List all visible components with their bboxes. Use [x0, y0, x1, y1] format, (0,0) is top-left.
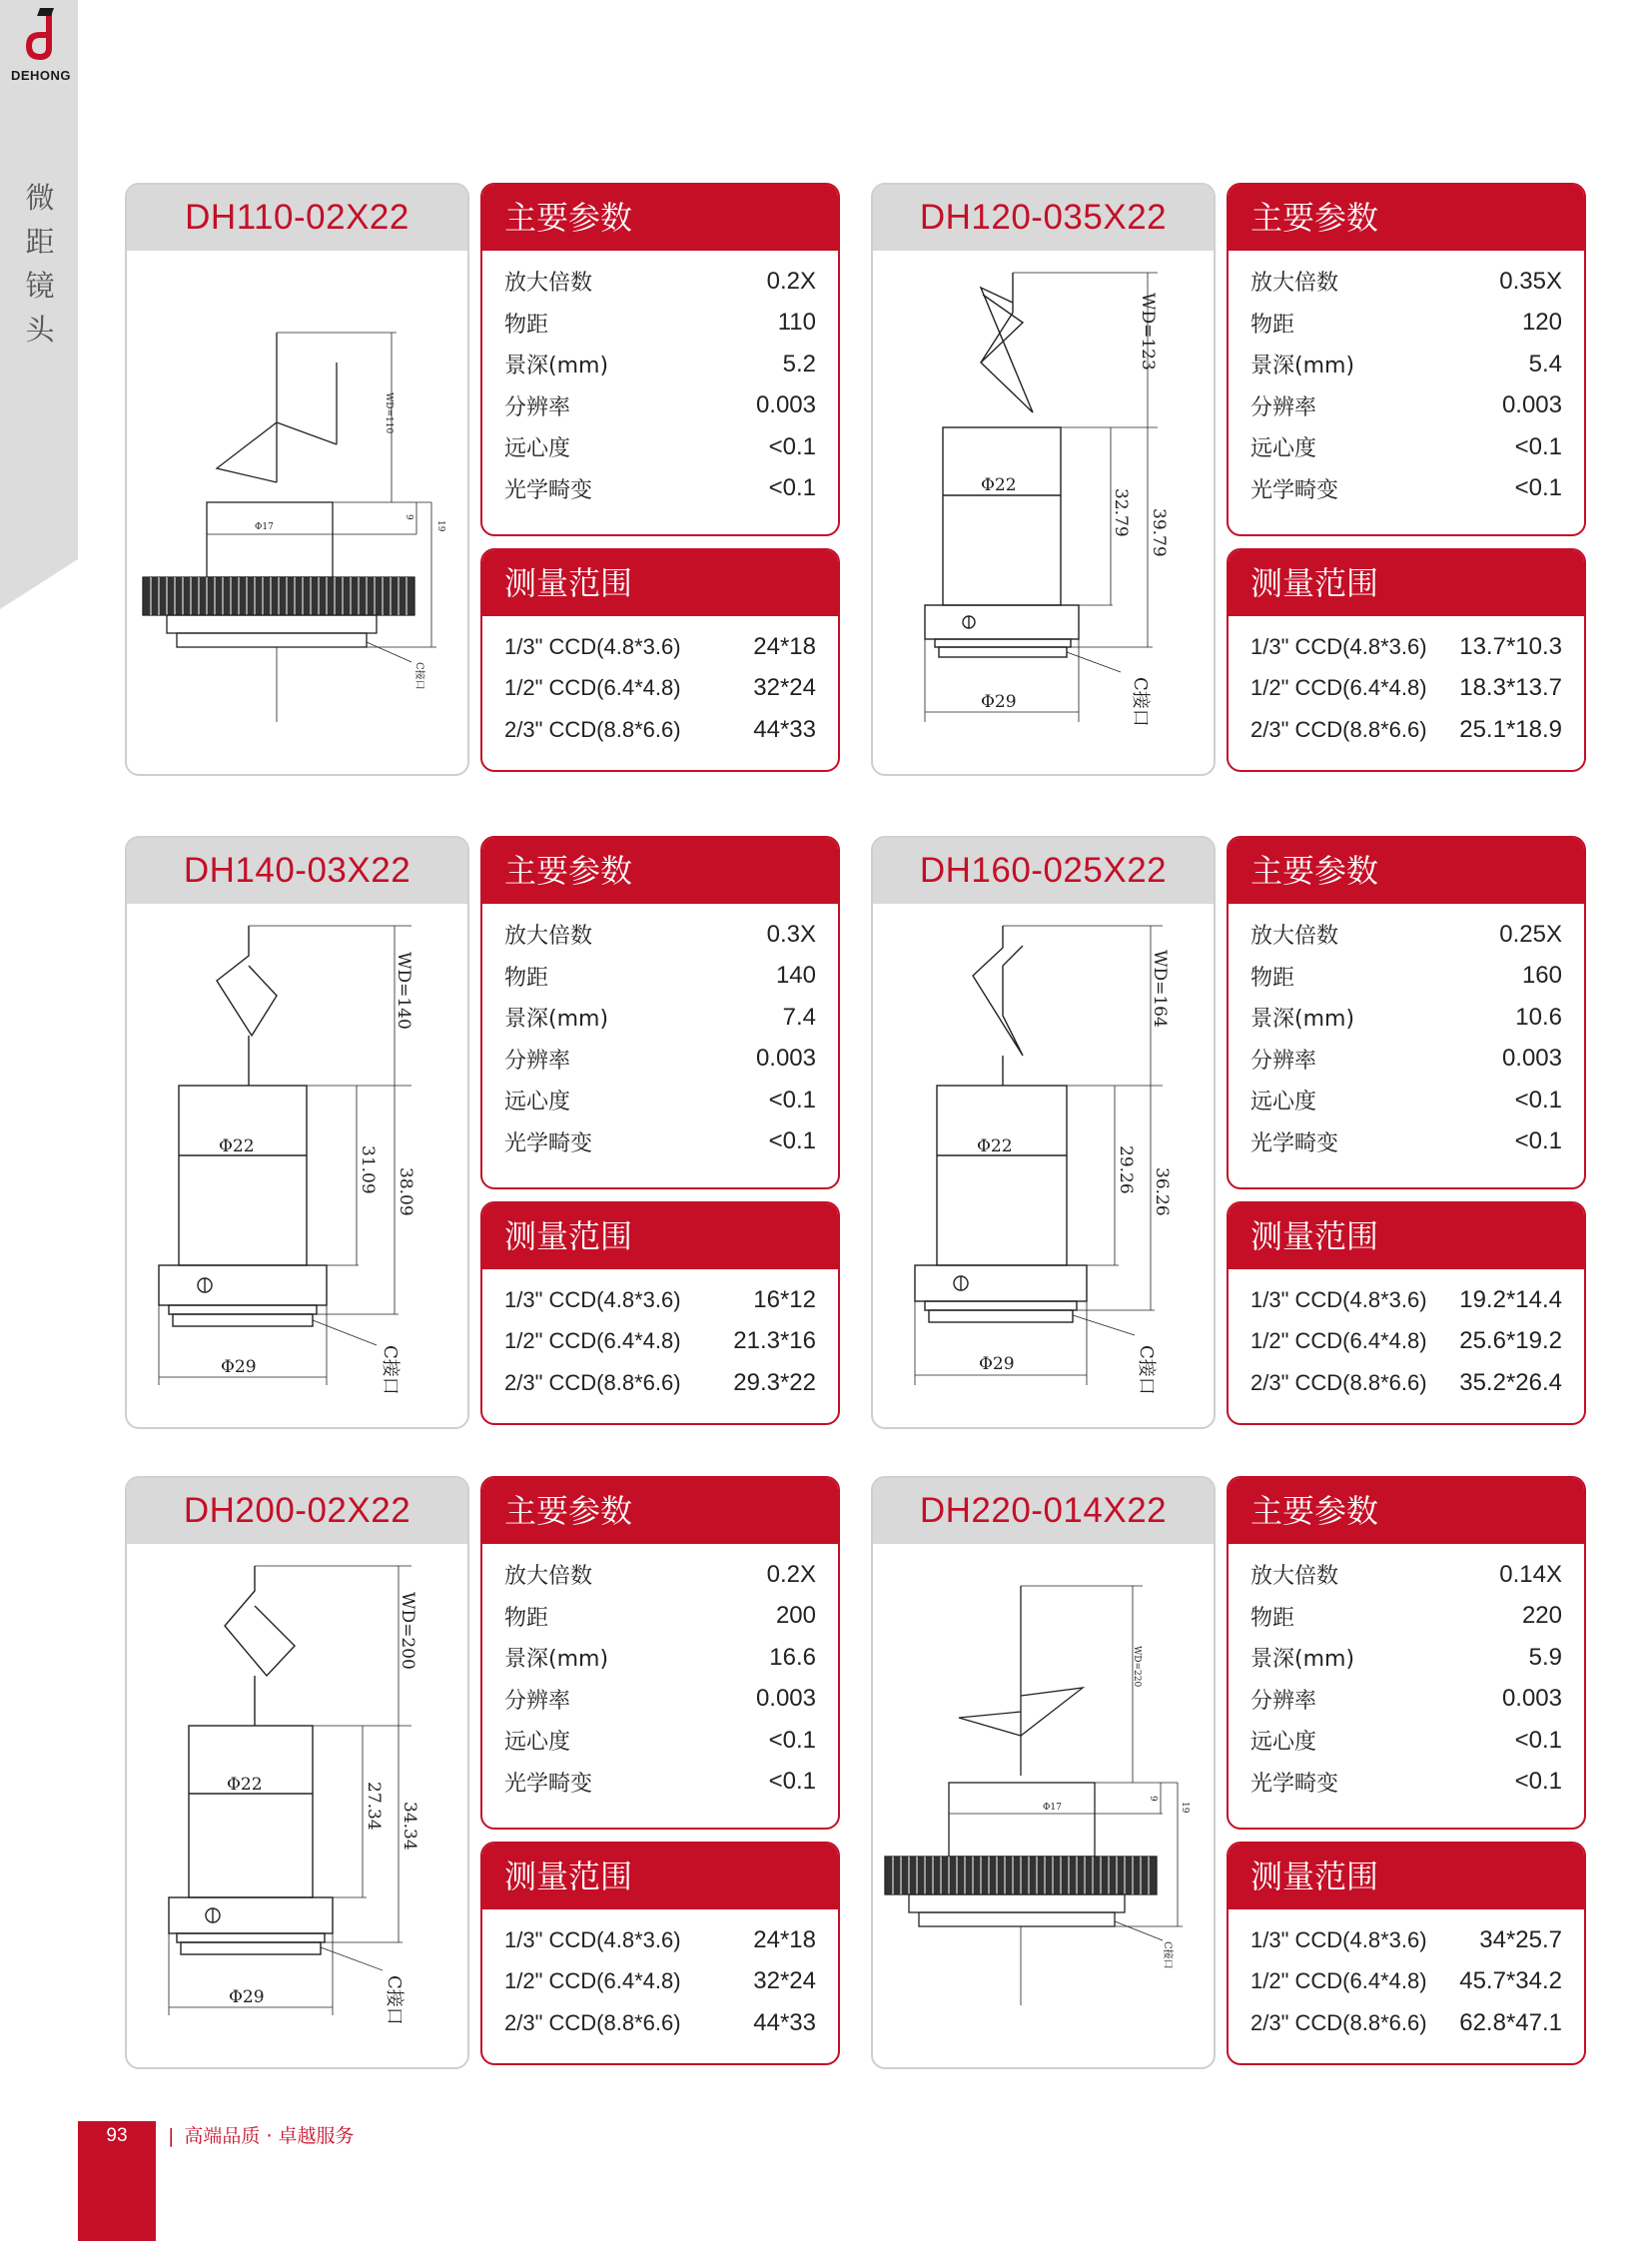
param-row [504, 344, 816, 385]
params-header: 主要参数 [482, 838, 838, 904]
lens-drawing-small [127, 253, 467, 772]
model-name: DH220-014X22 [873, 1478, 1214, 1544]
mount-label: C接口 [1162, 1941, 1173, 1969]
range-value: 44*33 [753, 715, 816, 743]
param-value: 10.6 [1515, 1003, 1562, 1031]
param-value: 0.003 [1501, 391, 1562, 419]
param-row [1250, 1121, 1562, 1163]
param-value: 5.2 [782, 350, 816, 377]
sensor-label: 1/2" CCD(6.4*4.8) [1250, 1328, 1427, 1354]
param-label: 放大倍数 [504, 1564, 593, 1590]
sensor-label: 1/3" CCD(4.8*3.6) [504, 1926, 681, 1952]
range-row [1250, 668, 1562, 710]
footer-separator: | [168, 2125, 175, 2147]
dimension-1: 9 [404, 514, 413, 520]
param-label: 光学畸变 [504, 477, 593, 503]
sensor-label: 1/3" CCD(4.8*3.6) [1250, 633, 1427, 659]
range-row [504, 1961, 816, 2003]
wd-dimension: WD=164 [1150, 950, 1170, 1028]
range-value: 35.2*26.4 [1459, 1368, 1562, 1396]
sensor-label: 2/3" CCD(8.8*6.6) [504, 716, 681, 742]
range-row [504, 1919, 816, 1961]
product-card [871, 1476, 1588, 2065]
param-value: 7.4 [782, 1003, 816, 1031]
range-value: 25.1*18.9 [1459, 715, 1562, 743]
param-label: 景深(mm) [1250, 1007, 1355, 1033]
dimension-2: 34.34 [400, 1802, 419, 1851]
param-value: 5.4 [1528, 350, 1562, 377]
model-name: DH160-025X22 [873, 838, 1214, 904]
param-label: 放大倍数 [504, 924, 593, 950]
params-header: 主要参数 [1229, 1478, 1584, 1544]
product-card [871, 836, 1588, 1425]
model-name: DH140-03X22 [127, 838, 467, 904]
param-row [504, 468, 816, 510]
mount-label: C接口 [1136, 1345, 1157, 1395]
sensor-label: 1/2" CCD(6.4*4.8) [504, 675, 681, 701]
param-value: 0.25X [1499, 920, 1562, 948]
drawing-card [871, 836, 1216, 1429]
param-row [1250, 1720, 1562, 1762]
param-label: 放大倍数 [1250, 1564, 1339, 1590]
lens-drawing [873, 1546, 1214, 2065]
wd-dimension: WD=123 [1138, 293, 1158, 371]
param-label: 物距 [504, 312, 549, 338]
range-value: 25.6*19.2 [1459, 1327, 1562, 1355]
lens-drawing [127, 253, 467, 772]
param-label: 物距 [1250, 312, 1295, 338]
dimension-2: 19 [435, 520, 445, 532]
sensor-label: 1/3" CCD(4.8*3.6) [1250, 1286, 1427, 1312]
range-value: 16*12 [753, 1285, 816, 1313]
param-row [1250, 956, 1562, 998]
param-row [504, 1121, 816, 1163]
param-value: 0.35X [1499, 267, 1562, 295]
sensor-label: 1/3" CCD(4.8*3.6) [504, 1286, 681, 1312]
param-value: 0.003 [1501, 1045, 1562, 1073]
param-label: 远心度 [1250, 1730, 1317, 1756]
footer-slogan [168, 2121, 355, 2151]
mount-label: C接口 [1130, 677, 1151, 727]
dimension-1: 27.34 [364, 1782, 384, 1831]
main-params-card [480, 183, 840, 536]
range-value: 34*25.7 [1479, 1925, 1562, 1953]
mount-label: C接口 [384, 1975, 405, 2025]
dimension-1: 29.26 [1116, 1145, 1136, 1194]
diameter-bottom: Φ29 [981, 692, 1017, 712]
param-row [1250, 344, 1562, 385]
param-label: 放大倍数 [504, 271, 593, 297]
param-row [504, 914, 816, 956]
param-label: 远心度 [1250, 436, 1317, 462]
range-header: 测量范围 [482, 1203, 838, 1269]
range-value: 32*24 [753, 1967, 816, 1995]
dimension-1: 31.09 [358, 1145, 378, 1194]
diameter-bottom: Φ29 [221, 1357, 257, 1377]
sensor-label: 1/2" CCD(6.4*4.8) [1250, 1968, 1427, 1994]
param-value: 120 [1521, 309, 1562, 337]
param-label: 放大倍数 [1250, 271, 1339, 297]
lens-drawing [873, 906, 1214, 1425]
dimension-2: 19 [1180, 1802, 1190, 1814]
product-card [125, 1476, 842, 2065]
param-label: 物距 [1250, 1605, 1295, 1631]
param-label: 远心度 [504, 1090, 571, 1116]
param-row [504, 1637, 816, 1679]
measure-range-card [480, 548, 840, 772]
range-row [504, 709, 816, 751]
params-header: 主要参数 [1229, 185, 1584, 251]
logo-text: DEHONG [10, 68, 72, 83]
param-value: 0.3X [766, 920, 816, 948]
brand-logo [8, 8, 74, 83]
main-params-card [1227, 183, 1586, 536]
param-value: <0.1 [768, 1726, 816, 1754]
param-value: <0.1 [768, 474, 816, 502]
param-value: 160 [1521, 962, 1562, 990]
wd-dimension: WD=110 [384, 392, 394, 434]
dehong-logo-icon [16, 8, 66, 64]
param-row [504, 1679, 816, 1721]
param-label: 远心度 [504, 1730, 571, 1756]
param-row [504, 1596, 816, 1638]
slogan-text: 高端品质 · 卓越服务 [184, 2125, 355, 2147]
sensor-label: 2/3" CCD(8.8*6.6) [1250, 1369, 1427, 1395]
range-row [1250, 1279, 1562, 1321]
param-row [504, 1039, 816, 1081]
param-value: <0.1 [768, 1086, 816, 1114]
main-params-card [480, 836, 840, 1189]
param-row [1250, 1596, 1562, 1638]
param-label: 物距 [504, 1605, 549, 1631]
param-row [1250, 1554, 1562, 1596]
sensor-label: 2/3" CCD(8.8*6.6) [1250, 2009, 1427, 2035]
param-value: 16.6 [769, 1643, 816, 1671]
lens-drawing-large [127, 1546, 467, 2065]
param-row [1250, 1039, 1562, 1081]
range-row [1250, 709, 1562, 751]
param-row [504, 261, 816, 303]
diameter-top: Φ22 [227, 1775, 263, 1795]
param-value: 110 [777, 309, 816, 337]
range-value: 18.3*13.7 [1459, 674, 1562, 702]
measure-range-card [480, 1201, 840, 1425]
wd-dimension: WD=200 [398, 1592, 417, 1670]
range-row [504, 1279, 816, 1321]
model-name: DH120-035X22 [873, 185, 1214, 251]
param-label: 景深(mm) [504, 1647, 609, 1673]
range-row [1250, 626, 1562, 668]
lens-drawing [127, 1546, 467, 2065]
range-row [504, 626, 816, 668]
dimension-2: 38.09 [396, 1167, 415, 1216]
drawing-card [125, 836, 469, 1429]
param-label: 分辨率 [1250, 1048, 1317, 1074]
param-label: 光学畸变 [1250, 1771, 1339, 1797]
param-label: 分辨率 [1250, 394, 1317, 420]
diameter-top: Φ17 [255, 522, 274, 532]
param-row [1250, 261, 1562, 303]
section-title: 微距镜头 [25, 181, 55, 347]
dimension-2: 36.26 [1152, 1167, 1172, 1216]
param-value: <0.1 [1514, 1086, 1562, 1114]
wd-dimension: WD=140 [394, 952, 413, 1030]
range-value: 32*24 [753, 674, 816, 702]
drawing-card [125, 183, 469, 776]
range-value: 24*18 [753, 1925, 816, 1953]
param-label: 分辨率 [504, 394, 571, 420]
param-row [1250, 1762, 1562, 1804]
param-row [504, 956, 816, 998]
range-row [1250, 1919, 1562, 1961]
sensor-label: 2/3" CCD(8.8*6.6) [1250, 716, 1427, 742]
param-label: 分辨率 [504, 1048, 571, 1074]
param-value: 0.2X [766, 267, 816, 295]
range-header: 测量范围 [1229, 1844, 1584, 1909]
param-row [1250, 914, 1562, 956]
param-row [1250, 1080, 1562, 1121]
range-row [504, 1362, 816, 1404]
range-value: 13.7*10.3 [1459, 632, 1562, 660]
param-label: 景深(mm) [504, 354, 609, 379]
param-row [504, 426, 816, 468]
range-row [504, 1321, 816, 1363]
lens-drawing [873, 253, 1214, 772]
measure-range-card [1227, 548, 1586, 772]
param-row [1250, 997, 1562, 1039]
param-row [504, 303, 816, 345]
param-value: <0.1 [768, 1127, 816, 1155]
range-value: 24*18 [753, 632, 816, 660]
param-value: <0.1 [1514, 1127, 1562, 1155]
range-value: 29.3*22 [733, 1368, 816, 1396]
diameter-bottom: Φ29 [979, 1354, 1015, 1374]
param-label: 光学畸变 [504, 1771, 593, 1797]
dimension-1: 9 [1148, 1796, 1158, 1802]
param-value: 0.003 [755, 1045, 816, 1073]
param-row [1250, 303, 1562, 345]
param-value: 0.003 [755, 391, 816, 419]
measure-range-card [480, 1842, 840, 2065]
product-card [125, 836, 842, 1425]
measure-range-card [1227, 1201, 1586, 1425]
range-header: 测量范围 [1229, 550, 1584, 616]
param-value: <0.1 [1514, 474, 1562, 502]
mount-label: C接口 [380, 1345, 401, 1395]
lens-drawing [127, 906, 467, 1425]
drawing-card [871, 1476, 1216, 2069]
model-name: DH110-02X22 [127, 185, 467, 251]
param-row [504, 997, 816, 1039]
mount-label: C接口 [413, 662, 424, 690]
sensor-label: 1/2" CCD(6.4*4.8) [504, 1328, 681, 1354]
param-label: 远心度 [1250, 1090, 1317, 1116]
param-value: 220 [1521, 1602, 1562, 1630]
param-value: 0.003 [755, 1685, 816, 1713]
param-value: <0.1 [1514, 1768, 1562, 1796]
range-value: 45.7*34.2 [1459, 1967, 1562, 1995]
range-row [504, 2002, 816, 2044]
param-value: <0.1 [768, 432, 816, 460]
params-header: 主要参数 [482, 1478, 838, 1544]
sensor-label: 1/2" CCD(6.4*4.8) [504, 1968, 681, 1994]
sensor-label: 2/3" CCD(8.8*6.6) [504, 1369, 681, 1395]
param-value: 0.14X [1499, 1560, 1562, 1588]
param-label: 景深(mm) [504, 1007, 609, 1033]
range-row [1250, 1961, 1562, 2003]
param-label: 远心度 [504, 436, 571, 462]
param-row [504, 385, 816, 427]
lens-drawing-large [873, 906, 1214, 1425]
range-value: 21.3*16 [733, 1327, 816, 1355]
diameter-top: Φ22 [219, 1136, 255, 1156]
range-row [1250, 1321, 1562, 1363]
param-value: <0.1 [1514, 1726, 1562, 1754]
param-value: <0.1 [768, 1768, 816, 1796]
range-row [1250, 1362, 1562, 1404]
param-row [1250, 1679, 1562, 1721]
param-row [1250, 468, 1562, 510]
diameter-bottom: Φ29 [229, 1987, 265, 2007]
param-label: 分辨率 [1250, 1688, 1317, 1714]
sensor-label: 2/3" CCD(8.8*6.6) [504, 2009, 681, 2035]
main-params-card [1227, 1476, 1586, 1830]
product-card [125, 183, 842, 772]
diameter-top: Φ22 [977, 1136, 1013, 1156]
lens-drawing-large [127, 906, 467, 1425]
drawing-card [125, 1476, 469, 2069]
dimension-2: 39.79 [1149, 508, 1169, 557]
param-value: <0.1 [1514, 432, 1562, 460]
range-row [504, 668, 816, 710]
product-card [871, 183, 1588, 772]
param-row [1250, 385, 1562, 427]
range-value: 44*33 [753, 2008, 816, 2036]
range-value: 19.2*14.4 [1459, 1285, 1562, 1313]
param-label: 景深(mm) [1250, 354, 1355, 379]
params-header: 主要参数 [1229, 838, 1584, 904]
dimension-1: 32.79 [1111, 488, 1131, 537]
param-label: 光学畸变 [1250, 477, 1339, 503]
range-header: 测量范围 [482, 1844, 838, 1909]
param-row [1250, 426, 1562, 468]
param-label: 光学畸变 [504, 1130, 593, 1156]
sensor-label: 1/3" CCD(4.8*3.6) [1250, 1926, 1427, 1952]
model-name: DH200-02X22 [127, 1478, 467, 1544]
param-row [504, 1080, 816, 1121]
param-value: 140 [775, 962, 816, 990]
diameter-top: Φ22 [981, 475, 1017, 495]
sensor-label: 1/3" CCD(4.8*3.6) [504, 633, 681, 659]
param-row [504, 1720, 816, 1762]
param-label: 物距 [504, 965, 549, 991]
param-value: 5.9 [1528, 1643, 1562, 1671]
sensor-label: 1/2" CCD(6.4*4.8) [1250, 675, 1427, 701]
param-value: 0.003 [1501, 1685, 1562, 1713]
param-value: 0.2X [766, 1560, 816, 1588]
page-number: 93 [106, 2125, 128, 2146]
param-row [504, 1762, 816, 1804]
wd-dimension: WD=220 [1132, 1646, 1142, 1688]
params-header: 主要参数 [482, 185, 838, 251]
param-row [504, 1554, 816, 1596]
diameter-top: Φ17 [1043, 1803, 1062, 1813]
param-label: 景深(mm) [1250, 1647, 1355, 1673]
range-header: 测量范围 [482, 550, 838, 616]
range-header: 测量范围 [1229, 1203, 1584, 1269]
lens-drawing-small [873, 1546, 1214, 2065]
param-label: 分辨率 [504, 1688, 571, 1714]
range-value: 62.8*47.1 [1459, 2008, 1562, 2036]
param-value: 200 [775, 1602, 816, 1630]
param-row [1250, 1637, 1562, 1679]
range-row [1250, 2002, 1562, 2044]
drawing-card [871, 183, 1216, 776]
main-params-card [1227, 836, 1586, 1189]
measure-range-card [1227, 1842, 1586, 2065]
param-label: 物距 [1250, 965, 1295, 991]
lens-drawing-large [873, 253, 1214, 772]
main-params-card [480, 1476, 840, 1830]
param-label: 光学畸变 [1250, 1130, 1339, 1156]
param-label: 放大倍数 [1250, 924, 1339, 950]
